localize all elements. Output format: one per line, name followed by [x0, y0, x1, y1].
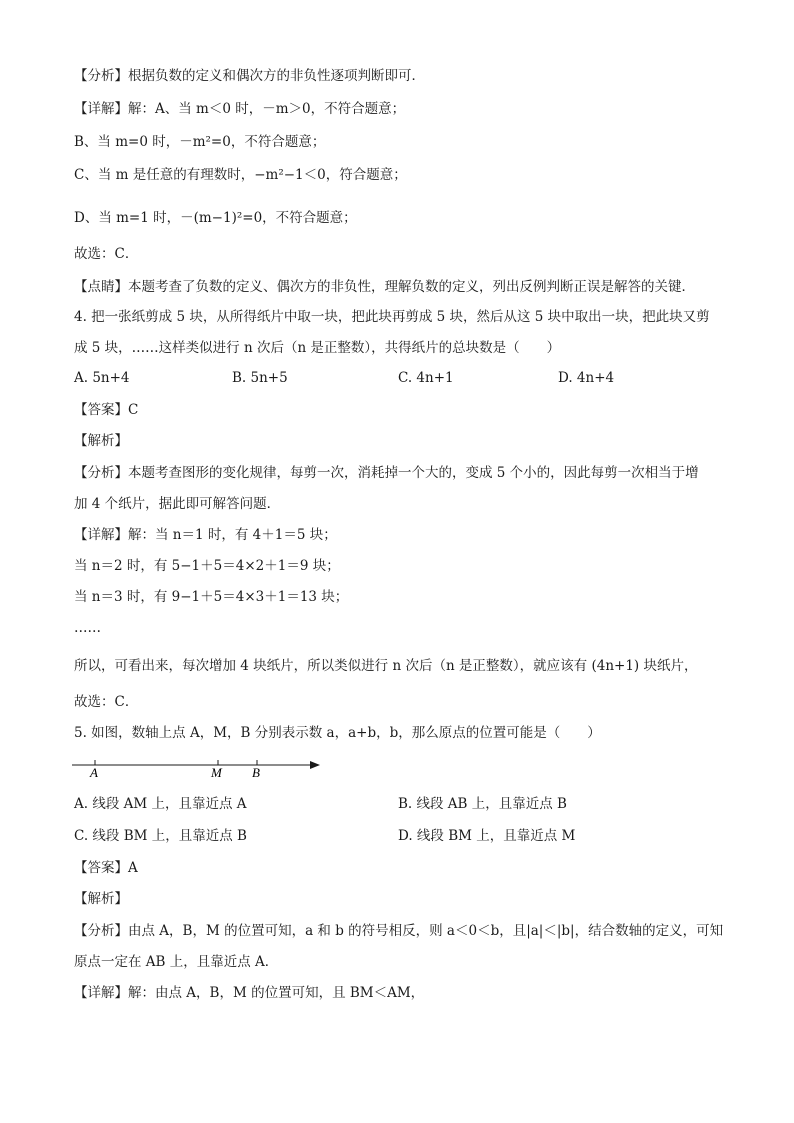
doc-line: 故选：C．	[74, 694, 139, 710]
analysis-label: 【解析】	[74, 433, 128, 449]
doc-line: 【分析】根据负数的定义和偶次方的非负性逐项判断即可．	[74, 68, 425, 84]
doc-line: 【详解】解：当 n＝1 时，有 4＋1＝5 块；	[74, 527, 337, 543]
doc-line: 【详解】解：A、当 m＜0 时，－m＞0，不符合题意；	[74, 101, 406, 117]
choice-d: D. 4n+4	[558, 370, 615, 386]
doc-line: 【分析】本题考查图形的变化规律，每剪一次，消耗掉一个大的，变成 5 个小的，因此每剪一次相当于增	[74, 465, 699, 481]
doc-line: 原点一定在 AB 上，且靠近点 A．	[74, 954, 279, 970]
answer-label: 【答案】A	[74, 860, 138, 876]
doc-line: 【分析】由点 A，B，M 的位置可知，a 和 b 的符号相反，则 a＜0＜b，且|a|＜|b|，结合数轴的定义，可知	[74, 923, 724, 939]
choice-c: C. 4n+1	[398, 370, 454, 386]
number-line-figure	[70, 755, 330, 791]
doc-line: D、当 m=1 时，－(m−1)²=0，不符合题意；	[74, 210, 357, 226]
doc-line: 所以，可看出来，每次增加 4 块纸片，所以类似进行 n 次后（n 是正整数），就应该有 (4n+1) 块纸片，	[74, 658, 698, 674]
choice-a: A. 线段 AM 上，且靠近点 A	[74, 796, 247, 812]
answer-label: 【答案】C	[74, 402, 139, 418]
choice-d: D. 线段 BM 上，且靠近点 M	[398, 828, 576, 844]
doc-line: 成 5 块，……这样类似进行 n 次后（n 是正整数），共得纸片的总块数是（ ）	[74, 340, 561, 356]
arrow-right-icon	[310, 761, 320, 769]
analysis-label: 【解析】	[74, 891, 128, 907]
choice-b: B. 5n+5	[232, 370, 288, 386]
doc-line: C、当 m 是任意的有理数时，−m²−1＜0，符合题意；	[74, 167, 407, 183]
choice-c: C. 线段 BM 上，且靠近点 B	[74, 828, 247, 844]
doc-line: 当 n＝3 时，有 9−1＋5＝4×3＋1＝13 块；	[74, 589, 349, 605]
doc-line: 当 n＝2 时，有 5−1＋5＝4×2＋1＝9 块；	[74, 558, 340, 574]
choice-b: B. 线段 AB 上，且靠近点 B	[398, 796, 567, 812]
question-4: 4. 把一张纸剪成 5 块，从所得纸片中取一块，把此块再剪成 5 块，然后从这 5 块中取出一块，把此块又剪	[74, 309, 710, 325]
label-m: M	[211, 765, 222, 780]
doc-line: 【详解】解：由点 A，B，M 的位置可知，且 BM＜AM，	[74, 985, 425, 1001]
doc-line: ……	[74, 620, 101, 636]
doc-line: 加 4 个纸片，据此即可解答问题．	[74, 496, 281, 512]
label-a: A	[90, 765, 98, 780]
doc-line: 【点睛】本题考查了负数的定义、偶次方的非负性，理解负数的定义，列出反例判断正误是解答的关键．	[74, 279, 695, 295]
choice-a: A. 5n+4	[74, 370, 130, 386]
label-b: B	[252, 765, 260, 780]
doc-line: B、当 m=0 时，－m²=0，不符合题意；	[74, 134, 326, 150]
doc-line: 故选：C．	[74, 246, 139, 262]
question-5: 5. 如图，数轴上点 A，M，B 分别表示数 a，a+b，b，那么原点的位置可能是（ ）	[74, 725, 601, 741]
